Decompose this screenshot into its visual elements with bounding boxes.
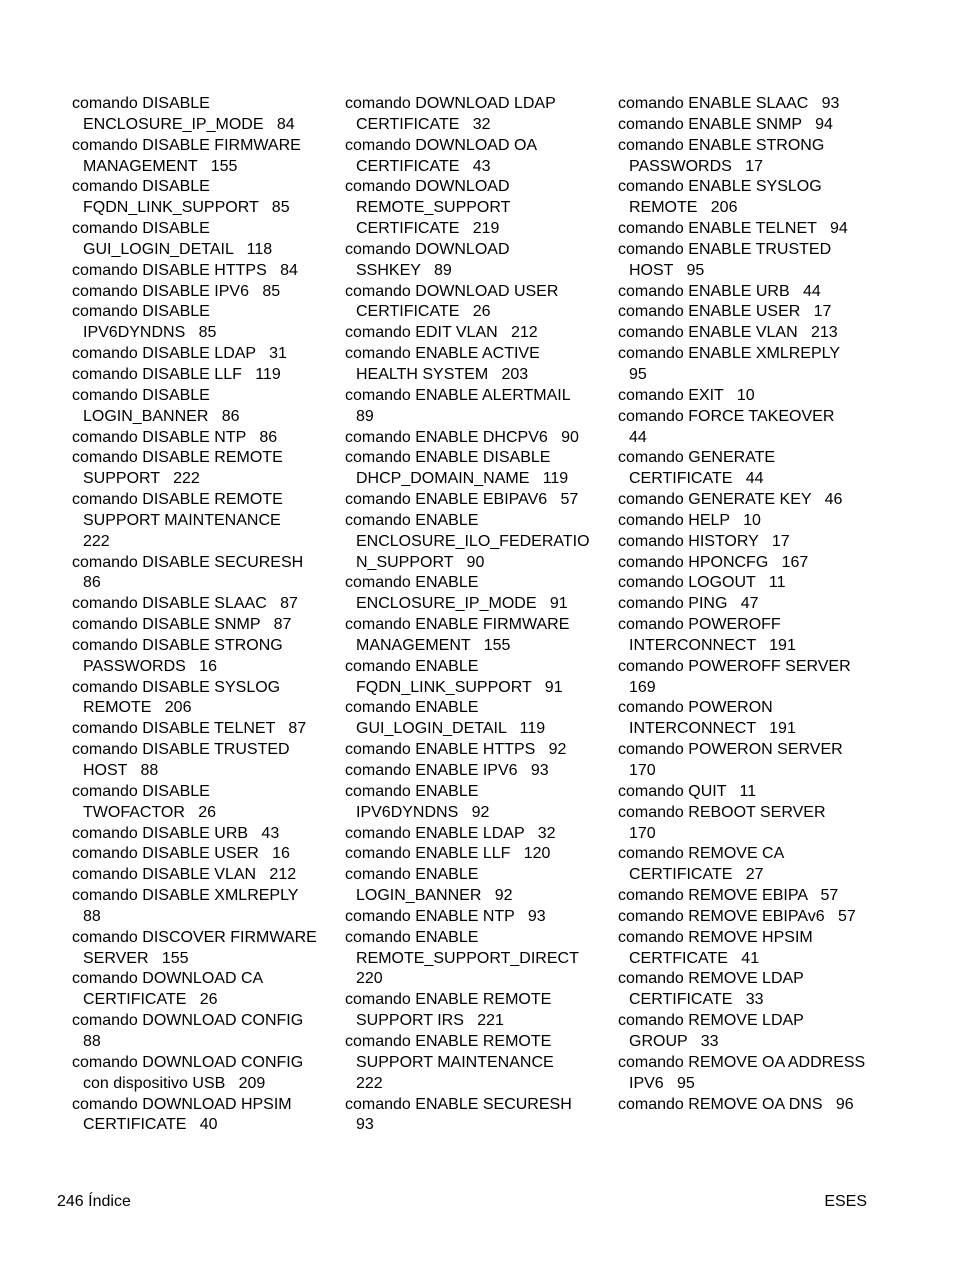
- index-entry: comando DISABLE FQDN_LINK_SUPPORT 85: [72, 178, 290, 217]
- index-column-3: [618, 94, 880, 1115]
- index-entry: comando POWERON SERVER 170: [618, 741, 843, 779]
- index-entry: comando ENABLE SNMP 94: [618, 115, 833, 133]
- index-entry: comando REBOOT SERVER 170: [618, 803, 826, 842]
- index-entry: comando DISABLE ENCLOSURE_IP_MODE 84: [72, 95, 295, 133]
- index-entry: comando ENABLE TELNET 94: [618, 220, 848, 238]
- index-entry: comando DOWNLOAD SSHKEY 89: [345, 240, 510, 279]
- index-entry: comando REMOVE CA CERTIFICATE 27: [618, 845, 785, 884]
- footer-locale-code: ESES: [824, 1193, 867, 1210]
- index-entry: comando ENABLE LLF 120: [345, 845, 551, 863]
- index-entry: comando ENABLE URB 44: [618, 282, 821, 300]
- index-entry: comando DISABLE SYSLOG REMOTE 206: [72, 678, 281, 717]
- index-entry: comando EXIT 10: [618, 386, 755, 404]
- index-entry: comando DISABLE LOGIN_BANNER 86: [72, 386, 240, 425]
- index-entry: comando DISABLE TELNET 87: [72, 720, 307, 738]
- index-entry: comando HELP 10: [618, 511, 761, 529]
- index-entry: comando LOGOUT 11: [618, 574, 786, 592]
- index-entry: comando ENABLE LOGIN_BANNER 92: [345, 866, 513, 905]
- index-entry: comando EDIT VLAN 212: [345, 324, 538, 342]
- index-entry: comando ENABLE VLAN 213: [618, 324, 838, 342]
- index-entry: comando DISABLE LLF 119: [72, 365, 281, 383]
- index-entry: comando ENABLE NTP 93: [345, 907, 546, 925]
- index-entry: comando REMOVE EBIPAv6 57: [618, 907, 856, 925]
- index-entry: comando DISABLE GUI_LOGIN_DETAIL 118: [72, 220, 273, 258]
- index-entry: comando ENABLE IPV6 93: [345, 762, 549, 779]
- index-entry: comando ENABLE ACTIVE HEALTH SYSTEM 203: [345, 345, 540, 383]
- index-entry: comando HISTORY 17: [618, 532, 790, 550]
- index-entry: comando ENABLE ALERTMAIL 89: [345, 386, 571, 425]
- index-entry: comando DOWNLOAD REMOTE_SUPPORT CERTIFICATE 219: [345, 178, 511, 238]
- index-entry: comando DISABLE TRUSTED HOST 88: [72, 741, 290, 779]
- index-entry: comando ENABLE FQDN_LINK_SUPPORT 91: [345, 657, 563, 696]
- index-entry: comando ENABLE USER 17: [618, 303, 832, 321]
- index-entry: comando DOWNLOAD CONFIG con dispositivo USB 209: [72, 1053, 304, 1092]
- index-entry: comando DISCOVER FIRMWARE SERVER 155: [72, 928, 317, 967]
- index-entry: comando DOWNLOAD LDAP CERTIFICATE 32: [345, 95, 556, 133]
- index-entry: comando HPONCFG 167: [618, 553, 809, 571]
- index-entry: comando ENABLE SYSLOG REMOTE 206: [618, 178, 822, 217]
- index-entry: comando DISABLE SNMP 87: [72, 616, 292, 634]
- index-entry: comando ENABLE REMOTE SUPPORT IRS 221: [345, 991, 552, 1030]
- index-entry: comando ENABLE DHCPV6 90: [345, 428, 579, 446]
- index-entry: comando POWEROFF SERVER 169: [618, 657, 851, 696]
- index-entry: comando REMOVE OA ADDRESS IPV6 95: [618, 1053, 866, 1092]
- index-entry: comando DISABLE VLAN 212: [72, 866, 297, 884]
- index-entry: comando FORCE TAKEOVER 44: [618, 407, 835, 446]
- index-column-1: [72, 94, 334, 1136]
- index-entry: comando DISABLE IPV6 85: [72, 282, 281, 300]
- index-entry: comando DOWNLOAD OA CERTIFICATE 43: [345, 136, 538, 175]
- index-entry: comando ENABLE HTTPS 92: [345, 741, 567, 759]
- index-entry: comando ENABLE DISABLE DHCP_DOMAIN_NAME 119: [345, 449, 569, 488]
- index-entry: comando REMOVE LDAP CERTIFICATE 33: [618, 970, 804, 1009]
- index-entry: comando ENABLE EBIPAV6 57: [345, 491, 579, 509]
- index-entry: comando ENABLE SECURESH 93: [345, 1095, 572, 1134]
- index-entry: comando ENABLE SLAAC 93: [618, 95, 840, 112]
- index-entry: comando DISABLE REMOTE SUPPORT MAINTENANCE 222: [72, 491, 283, 550]
- index-entry: comando DISABLE SLAAC 87: [72, 595, 298, 613]
- index-entry: comando QUIT 11: [618, 782, 757, 800]
- index-entry: comando ENABLE STRONG PASSWORDS 17: [618, 136, 825, 175]
- index-entry: comando DISABLE SECURESH 86: [72, 553, 304, 592]
- index-entry: comando DISABLE HTTPS 84: [72, 261, 298, 279]
- index-entry: comando POWERON INTERCONNECT 191: [618, 699, 796, 738]
- index-entry: comando DISABLE USER 16: [72, 845, 290, 863]
- index-entry: comando ENABLE GUI_LOGIN_DETAIL 119: [345, 699, 546, 738]
- index-entry: comando DOWNLOAD HPSIM CERTIFICATE 40: [72, 1095, 292, 1134]
- index-entry: comando DISABLE XMLREPLY 88: [72, 887, 299, 925]
- index-entry: comando ENABLE IPV6DYNDNS 92: [345, 782, 490, 821]
- index-entry: comando DISABLE IPV6DYNDNS 85: [72, 303, 217, 342]
- index-entry: comando DOWNLOAD CONFIG 88: [72, 1012, 304, 1050]
- index-entry: comando ENABLE XMLREPLY 95: [618, 345, 841, 383]
- index-entry: comando REMOVE OA DNS 96: [618, 1095, 854, 1113]
- index-entry: comando GENERATE CERTIFICATE 44: [618, 449, 776, 488]
- index-entry: comando REMOVE EBIPA 57: [618, 887, 839, 905]
- index-entry: comando ENABLE ENCLOSURE_IP_MODE 91: [345, 574, 568, 613]
- index-entry: comando ENABLE FIRMWARE MANAGEMENT 155: [345, 616, 570, 654]
- index-entry: comando ENABLE ENCLOSURE_ILO_FEDERATIO N_SUPPORT 90: [345, 511, 590, 571]
- index-entry: comando PING 47: [618, 595, 759, 613]
- index-entry: comando DISABLE LDAP 31: [72, 345, 287, 363]
- index-entry: comando ENABLE REMOTE SUPPORT MAINTENANCE 222: [345, 1032, 554, 1092]
- index-entry: comando DOWNLOAD CA CERTIFICATE 26: [72, 970, 264, 1009]
- index-entry: comando ENABLE LDAP 32: [345, 824, 556, 842]
- footer-page-label: 246 Índice: [57, 1193, 131, 1210]
- index-entry: comando REMOVE LDAP GROUP 33: [618, 1012, 804, 1050]
- index-entry: comando GENERATE KEY 46: [618, 491, 843, 509]
- index-entry: comando DISABLE NTP 86: [72, 428, 278, 446]
- index-entry: comando DISABLE URB 43: [72, 824, 280, 842]
- index-entry: comando ENABLE TRUSTED HOST 95: [618, 240, 832, 279]
- index-entry: comando DISABLE STRONG PASSWORDS 16: [72, 636, 283, 675]
- index-entry: comando ENABLE REMOTE_SUPPORT_DIRECT 220: [345, 928, 579, 988]
- index-entry: comando DISABLE TWOFACTOR 26: [72, 782, 217, 821]
- index-entry: comando DISABLE FIRMWARE MANAGEMENT 155: [72, 136, 301, 175]
- index-entry: comando POWEROFF INTERCONNECT 191: [618, 616, 796, 654]
- index-entry: comando DOWNLOAD USER CERTIFICATE 26: [345, 282, 559, 321]
- index-column-2: [345, 94, 607, 1136]
- index-entry: comando DISABLE REMOTE SUPPORT 222: [72, 449, 283, 488]
- index-entry: comando REMOVE HPSIM CERTFICATE 41: [618, 928, 813, 967]
